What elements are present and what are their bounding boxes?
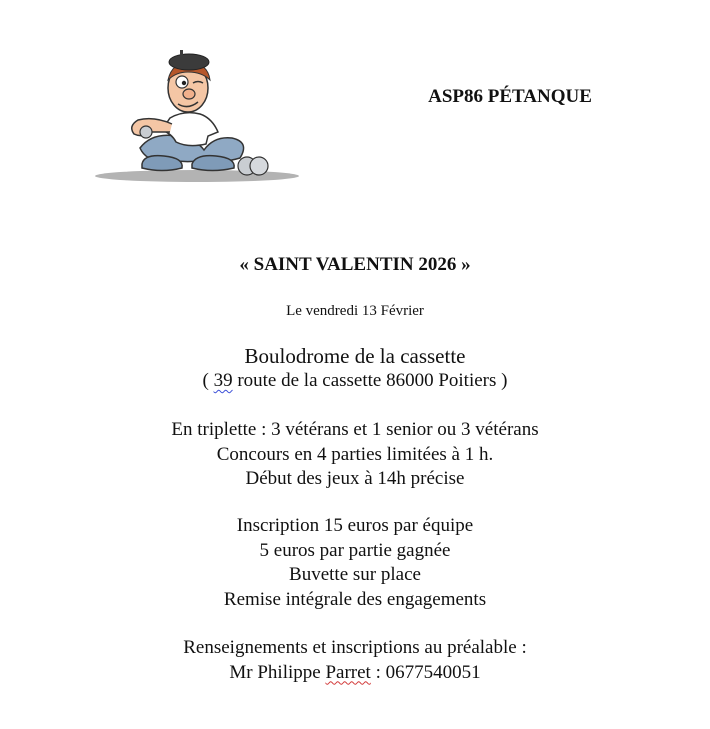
address-open-paren: (	[202, 370, 214, 391]
fees-line: Buvette sur place	[289, 564, 421, 585]
contact-surname: Parret	[325, 661, 371, 683]
contact-phone: : 0677540051	[370, 661, 481, 683]
fees-line: Inscription 15 euros par équipe	[236, 515, 474, 536]
contact-person	[0, 661, 710, 686]
format-line: Concours en 4 parties limitées à 1 h.	[216, 443, 494, 465]
format-line: Début des jeux à 14h précise	[245, 468, 465, 489]
fees-section	[0, 514, 710, 612]
contact-intro: Renseignements et inscriptions au préalable :	[183, 637, 527, 658]
contact-section	[0, 636, 710, 685]
organization-name: ASP86 PÉTANQUE	[428, 86, 592, 107]
fees-line: Remise intégrale des engagements	[223, 588, 487, 610]
contact-prefix: Mr Philippe	[229, 661, 326, 683]
event-date: Le vendredi 13 Février	[286, 303, 424, 319]
format-line: En triplette : 3 vétérans et 1 senior ou 3 vétérans	[171, 419, 539, 440]
format-section	[0, 418, 710, 492]
venue-address	[0, 370, 710, 392]
event-title: « SAINT VALENTIN 2026 »	[239, 254, 471, 275]
fees-line: 5 euros par partie gagnée	[259, 539, 451, 561]
address-street-number: 39	[213, 370, 233, 391]
venue-name: Boulodrome de la cassette	[244, 344, 466, 368]
petanque-player-illustration	[92, 40, 302, 190]
address-rest: route de la cassette 86000 Poitiers )	[232, 370, 508, 391]
